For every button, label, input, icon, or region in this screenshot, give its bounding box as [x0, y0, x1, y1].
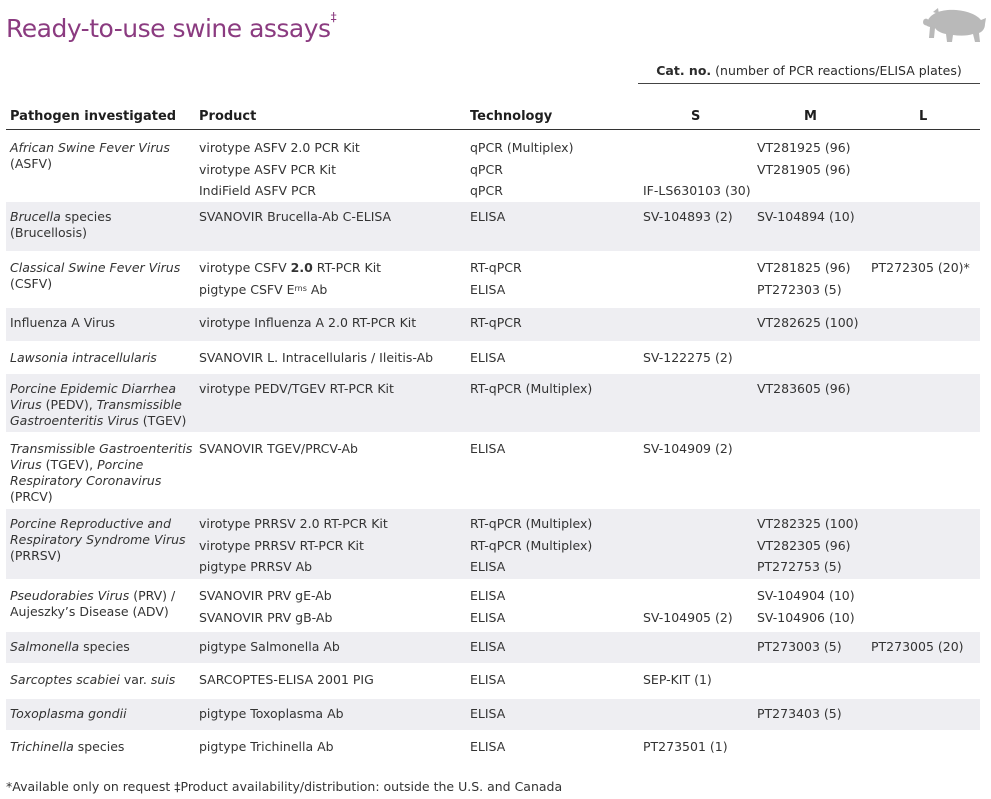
pathogen-text: Toxoplasma gondii [10, 706, 127, 721]
catno-s-cell [643, 516, 755, 581]
pathogen-text: (ASFV) [10, 156, 52, 171]
catno-l-value [871, 610, 981, 632]
table-row [6, 374, 980, 432]
table-row [6, 308, 980, 341]
technology-value: RT-qPCR (Multiplex) [470, 381, 593, 396]
product-value: virotype PEDV/TGEV RT-PCR Kit [199, 381, 394, 396]
catno-m-cell [757, 140, 869, 205]
catno-s-cell [643, 739, 755, 761]
product-text: 2.0 [290, 260, 313, 275]
product-value: SVANOVIR TGEV/PRCV-Ab [199, 441, 358, 456]
pathogen-cell [10, 209, 195, 241]
technology-value: ELISA [470, 209, 506, 224]
pathogen-line [10, 672, 195, 688]
catno-l-value [871, 516, 981, 538]
pathogen-text: Transmissible Gastroenteritis [10, 441, 193, 456]
technology-value: ELISA [470, 441, 506, 456]
catno-s-value: SV-104905 (2) [643, 609, 733, 625]
catno-m-value: PT272753 (5) [757, 559, 842, 574]
catno-m-cell [757, 381, 869, 403]
catno-m-value: PT272303 (5) [757, 281, 842, 297]
technology-cell [470, 209, 640, 231]
technology-value: ELISA [470, 350, 506, 365]
product-cell [199, 381, 464, 403]
pathogen-cell [10, 706, 195, 722]
catno-s-cell [643, 140, 755, 205]
product-value: SVANOVIR L. Intracellularis / Ileitis-Ab [199, 350, 434, 365]
catno-s-value [643, 588, 755, 610]
pathogen-cell [10, 588, 195, 620]
pathogen-line [10, 532, 195, 548]
catno-l-cell [871, 209, 981, 231]
catno-l-cell [871, 516, 981, 581]
catno-m-value: PT273003 (5) [757, 639, 842, 654]
pathogen-text: Porcine Epidemic Diarrhea [10, 381, 176, 396]
pathogen-cell [10, 672, 195, 688]
pathogen-line [10, 489, 195, 505]
technology-value: ELISA [470, 588, 506, 603]
pathogen-cell [10, 739, 195, 755]
pathogen-line [10, 156, 195, 172]
catno-s-value: PT273501 (1) [643, 739, 728, 754]
catno-l-cell [871, 381, 981, 403]
pathogen-text: (TGEV) [138, 413, 187, 428]
product-cell [199, 706, 464, 728]
pathogen-line [10, 209, 195, 225]
pathogen-line [10, 381, 195, 397]
pathogen-line [10, 413, 195, 429]
product-text: RT-PCR Kit [312, 260, 382, 275]
technology-cell [470, 441, 640, 463]
catno-l-cell [871, 140, 981, 205]
title-text: Ready-to-use swine assays [6, 14, 331, 43]
table-row [6, 434, 980, 507]
pathogen-text: Pseudorabies Virus [10, 588, 130, 603]
catno-l-cell [871, 315, 981, 337]
pathogen-text: Porcine [97, 457, 144, 472]
pathogen-text: (PRCV) [10, 489, 53, 504]
header-product: Product [199, 109, 257, 124]
catno-s-value [643, 559, 755, 581]
pathogen-text: (PRRSV) [10, 548, 62, 563]
pathogen-cell [10, 381, 195, 429]
catno-l-value [871, 162, 981, 184]
catno-l-value [871, 350, 981, 372]
catno-s-value: IF-LS630103 (30) [643, 183, 751, 198]
table-row [6, 699, 980, 730]
product-cell [199, 672, 464, 694]
technology-value: ELISA [470, 672, 506, 687]
pathogen-line [10, 457, 195, 473]
header-size-s: S [691, 109, 701, 124]
technology-cell [470, 315, 640, 337]
pathogen-line [10, 639, 195, 655]
product-value: virotype ASFV PCR Kit [199, 161, 336, 177]
pathogen-cell [10, 516, 195, 564]
technology-value: ELISA [470, 739, 506, 754]
catno-m-value: VT281825 (96) [757, 260, 851, 275]
product-cell [199, 588, 464, 631]
pathogen-text: (TGEV), [41, 457, 98, 472]
pathogen-text: Classical Swine Fever Virus [10, 260, 181, 275]
pathogen-line [10, 473, 195, 489]
pathogen-cell [10, 350, 195, 366]
product-value [199, 260, 464, 282]
product-cell [199, 441, 464, 463]
product-value: SVANOVIR Brucella-Ab C-ELISA [199, 209, 392, 224]
pathogen-line [10, 516, 195, 532]
catno-header [638, 61, 980, 84]
catno-s-value [643, 516, 755, 538]
catno-l-cell [871, 739, 981, 761]
technology-cell [470, 639, 640, 661]
catno-note: (number of PCR reactions/ELISA plates) [715, 63, 962, 78]
pathogen-text: species [73, 739, 125, 754]
catno-l-value [871, 140, 981, 162]
product-value: SVANOVIR PRV gB-Ab [199, 609, 333, 625]
pathogen-text: (CSFV) [10, 276, 53, 291]
pathogen-text: Transmissible [96, 397, 182, 412]
technology-value: ELISA [470, 281, 506, 297]
footnote: *Available only on request ‡Product availability/distribution: outside the U.S. and Canada [6, 779, 563, 794]
catno-l-cell [871, 639, 981, 661]
catno-m-value [757, 441, 869, 463]
catno-m-value: VT282625 (100) [757, 315, 859, 330]
catno-s-cell [643, 588, 755, 631]
catno-l-value [871, 381, 981, 403]
product-cell [199, 260, 464, 303]
product-value: pigtype PRRSV Ab [199, 559, 313, 574]
catno-m-cell [757, 441, 869, 463]
table-header [6, 107, 980, 130]
catno-m-value: PT273403 (5) [757, 706, 842, 721]
product-cell [199, 350, 464, 372]
pathogen-text: Influenza A Virus [10, 315, 116, 330]
catno-s-cell [643, 315, 755, 337]
catno-s-value: SV-104893 (2) [643, 209, 733, 224]
catno-s-cell [643, 209, 755, 231]
product-cell [199, 140, 464, 205]
product-cell [199, 209, 464, 231]
pathogen-text: (PEDV), [41, 397, 97, 412]
pathogen-text: Gastroenteritis Virus [10, 413, 139, 428]
pathogen-text: species [60, 209, 112, 224]
catno-l-cell [871, 441, 981, 463]
pathogen-text: African Swine Fever Virus [10, 140, 170, 155]
technology-cell [470, 672, 640, 694]
product-cell [199, 639, 464, 661]
pathogen-line [10, 441, 195, 457]
catno-m-value: SV-104894 (10) [757, 209, 855, 224]
pathogen-text: Sarcoptes scabiei [10, 672, 120, 687]
pathogen-text: Trichinella [10, 739, 74, 754]
catno-l-value [871, 441, 981, 463]
catno-s-cell [643, 706, 755, 728]
pathogen-text: (PRV) / [129, 588, 176, 603]
catno-s-cell [643, 350, 755, 372]
catno-s-value [643, 538, 755, 560]
pathogen-line [10, 548, 195, 564]
product-cell [199, 315, 464, 337]
catno-s-value [643, 282, 755, 304]
catno-m-cell [757, 516, 869, 581]
table-row [6, 133, 980, 201]
catno-l-value [871, 538, 981, 560]
header-pathogen: Pathogen investigated [10, 109, 177, 124]
catno-l-value [871, 559, 981, 581]
catno-s-value [643, 381, 755, 403]
catno-m-value: VT282325 (100) [757, 516, 859, 531]
table-row [6, 632, 980, 663]
catno-m-value: VT283605 (96) [757, 381, 851, 396]
product-text: pigtype CSFV E [199, 281, 295, 297]
title-footnote-mark: ‡ [330, 10, 337, 24]
technology-value: ELISA [470, 609, 506, 625]
pathogen-cell [10, 140, 195, 172]
pathogen-cell [10, 260, 195, 292]
technology-cell [470, 260, 640, 303]
technology-value: RT-qPCR [470, 315, 522, 330]
catno-l-value [871, 209, 981, 231]
pathogen-text: Virus [10, 397, 42, 412]
product-text: rns [294, 283, 307, 293]
table-row [6, 732, 980, 762]
technology-value: qPCR [470, 183, 503, 198]
catno-m-cell [757, 315, 869, 337]
catno-m-value: SV-104904 (10) [757, 588, 855, 603]
header-size-m: M [804, 109, 817, 124]
pathogen-text: Lawsonia intracellularis [10, 350, 157, 365]
catno-m-value [757, 739, 869, 761]
product-value: pigtype Salmonella Ab [199, 639, 340, 654]
catno-l-value: PT272305 (20)* [871, 260, 970, 275]
product-text: virotype CSFV [199, 260, 291, 275]
pathogen-line [10, 706, 195, 722]
table-row [6, 665, 980, 697]
catno-m-value: SV-104906 (10) [757, 609, 855, 625]
product-text: Ab [306, 281, 328, 297]
table-row [6, 202, 980, 251]
pathogen-line [10, 140, 195, 156]
technology-cell [470, 381, 640, 403]
catno-s-value: SV-104909 (2) [643, 441, 733, 456]
catno-l-value: PT273005 (20) [871, 639, 964, 654]
product-value: virotype ASFV 2.0 PCR Kit [199, 140, 360, 155]
catno-s-value [643, 140, 755, 162]
pig-icon [922, 3, 988, 45]
catno-m-cell [757, 639, 869, 661]
product-value [199, 282, 464, 304]
catno-l-value [871, 706, 981, 728]
catno-m-cell [757, 209, 869, 231]
product-value: virotype PRRSV RT-PCR Kit [199, 537, 364, 553]
technology-cell [470, 140, 640, 205]
table-row [6, 343, 980, 372]
catno-s-cell [643, 260, 755, 303]
catno-m-cell [757, 706, 869, 728]
pathogen-text: suis [150, 672, 176, 687]
header-technology: Technology [470, 109, 553, 124]
catno-l-cell [871, 350, 981, 372]
pathogen-line [10, 225, 195, 241]
catno-m-cell [757, 739, 869, 761]
catno-s-value [643, 162, 755, 184]
pathogen-text: Porcine Reproductive and [10, 516, 172, 531]
table-row [6, 509, 980, 579]
catno-l-value [871, 588, 981, 610]
catno-l-value [871, 672, 981, 694]
catno-l-value [871, 282, 981, 304]
technology-cell [470, 588, 640, 631]
catno-m-value [757, 672, 869, 694]
pathogen-line [10, 276, 195, 292]
technology-value: ELISA [470, 706, 506, 721]
technology-value: qPCR [470, 161, 503, 177]
pathogen-line [10, 260, 195, 276]
catno-m-value: VT281925 (96) [757, 140, 851, 155]
catno-s-value [643, 315, 755, 337]
pathogen-text: Respiratory Coronavirus [10, 473, 162, 488]
pathogen-line [10, 315, 195, 331]
pathogen-text: Salmonella [10, 639, 80, 654]
pathogen-text: Aujeszky’s Disease (ADV) [10, 604, 169, 619]
catno-m-value [757, 350, 869, 372]
technology-cell [470, 516, 640, 581]
product-value: pigtype Toxoplasma Ab [199, 706, 344, 721]
catno-l-cell [871, 706, 981, 728]
catno-l-cell [871, 672, 981, 694]
pathogen-cell [10, 315, 195, 331]
product-value: virotype PRRSV 2.0 RT-PCR Kit [199, 516, 388, 531]
pathogen-line [10, 397, 195, 413]
catno-l-value [871, 315, 981, 337]
product-value: IndiField ASFV PCR [199, 183, 316, 198]
pathogen-text: species [79, 639, 130, 654]
pathogen-line [10, 350, 195, 366]
product-value: SVANOVIR PRV gE-Ab [199, 588, 332, 603]
pathogen-text: Brucella [10, 209, 61, 224]
table-row [6, 253, 980, 306]
product-value: SARCOPTES-ELISA 2001 PIG [199, 672, 374, 687]
catno-s-value [643, 639, 755, 661]
technology-value: ELISA [470, 559, 506, 574]
product-cell [199, 739, 464, 761]
catno-m-value: VT281905 (96) [757, 161, 851, 177]
product-value: virotype Influenza A 2.0 RT-PCR Kit [199, 315, 417, 330]
product-value: pigtype Trichinella Ab [199, 739, 334, 754]
catno-s-value [643, 706, 755, 728]
pathogen-text: var. [119, 672, 151, 687]
catno-m-value: VT282305 (96) [757, 537, 851, 553]
pathogen-text: Virus [10, 457, 42, 472]
page-title [6, 10, 337, 43]
pathogen-line [10, 739, 195, 755]
catno-s-value: SV-122275 (2) [643, 350, 733, 365]
catno-m-cell [757, 588, 869, 631]
pathogen-text: (Brucellosis) [10, 225, 88, 240]
catno-m-cell [757, 260, 869, 303]
catno-label: Cat. no. [656, 63, 712, 78]
header-size-l: L [919, 109, 928, 124]
pathogen-line [10, 588, 195, 604]
catno-l-cell [871, 588, 981, 631]
technology-value: ELISA [470, 639, 506, 654]
catno-s-value [643, 260, 755, 282]
pathogen-cell [10, 639, 195, 655]
catno-m-cell [757, 350, 869, 372]
catno-s-value: SEP-KIT (1) [643, 672, 712, 687]
technology-value: RT-qPCR (Multiplex) [470, 516, 593, 531]
catno-s-cell [643, 441, 755, 463]
pathogen-line [10, 604, 195, 620]
catno-s-cell [643, 381, 755, 403]
pathogen-cell [10, 441, 195, 505]
catno-s-cell [643, 672, 755, 694]
catno-m-cell [757, 672, 869, 694]
catno-s-cell [643, 639, 755, 661]
technology-cell [470, 350, 640, 372]
product-cell [199, 516, 464, 581]
catno-l-cell [871, 260, 981, 303]
catno-l-value [871, 739, 981, 761]
technology-cell [470, 706, 640, 728]
technology-value: qPCR (Multiplex) [470, 140, 574, 155]
pathogen-text: Respiratory Syndrome Virus [10, 532, 186, 547]
technology-value: RT-qPCR (Multiplex) [470, 537, 593, 553]
technology-cell [470, 739, 640, 761]
technology-value: RT-qPCR [470, 260, 522, 275]
table-row [6, 581, 980, 630]
